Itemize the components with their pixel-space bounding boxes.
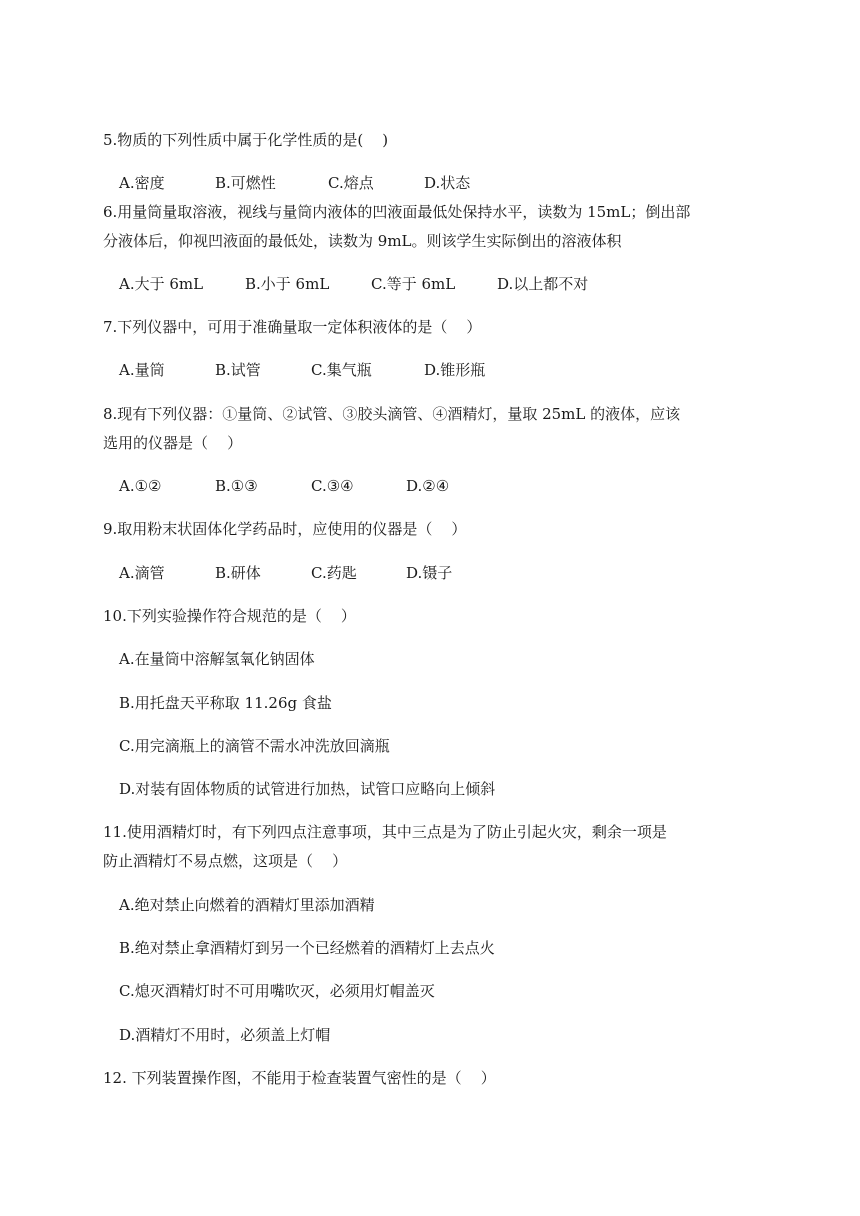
question-8-option-c: C.③④ bbox=[311, 477, 354, 495]
question-8-option-d: D.②④ bbox=[406, 477, 450, 495]
question-6-option-d: D.以上都不对 bbox=[497, 275, 589, 293]
question-9-options bbox=[0, 563, 860, 583]
question-7-options bbox=[0, 360, 860, 380]
question-8-option-a: A.①② bbox=[119, 477, 162, 495]
question-5-stem-line-1: 5.物质的下列性质中属于化学性质的是( ) bbox=[103, 131, 389, 149]
question-9-stem-line-1: 9.取用粉末状固体化学药品时，应使用的仪器是（ ） bbox=[103, 520, 467, 538]
question-11-option-b: B.绝对禁止拿酒精灯到另一个已经燃着的酒精灯上去点火 bbox=[119, 939, 495, 957]
question-11-stem-line-2: 防止酒精灯不易点燃，这项是（ ） bbox=[103, 852, 348, 870]
question-8-stem-line-1: 8.现有下列仪器：①量筒、②试管、③胶头滴管、④酒精灯，量取 25mL 的液体，应该 bbox=[103, 405, 681, 423]
question-5-option-c: C.熔点 bbox=[328, 174, 374, 192]
question-8-option-b: B.①③ bbox=[215, 477, 258, 495]
question-5-option-d: D.状态 bbox=[424, 174, 471, 192]
question-5-options bbox=[0, 173, 860, 193]
question-7-option-b: B.试管 bbox=[215, 361, 261, 379]
question-10-option-b: B.用托盘天平称取 11.26g 食盐 bbox=[119, 694, 332, 712]
question-11-option-a: A.绝对禁止向燃着的酒精灯里添加酒精 bbox=[119, 896, 375, 914]
question-10-stem-line-1: 10.下列实验操作符合规范的是（ ） bbox=[103, 607, 356, 625]
question-6-stem-line-2: 分液体后，仰视凹液面的最低处，读数为 9mL。则该学生实际倒出的溶液体积 bbox=[103, 232, 622, 250]
question-7-stem-line-1: 7.下列仪器中，可用于准确量取一定体积液体的是（ ） bbox=[103, 318, 482, 336]
question-9-option-b: B.研体 bbox=[215, 564, 261, 582]
question-12-stem-line-1: 12. 下列装置操作图，不能用于检查装置气密性的是（ ） bbox=[103, 1069, 496, 1087]
question-6-options bbox=[0, 274, 860, 294]
question-10-option-d: D.对装有固体物质的试管进行加热，试管口应略向上倾斜 bbox=[119, 780, 496, 798]
question-5-option-b: B.可燃性 bbox=[215, 174, 276, 192]
question-7-option-c: C.集气瓶 bbox=[311, 361, 372, 379]
question-10-option-a: A.在量筒中溶解氢氧化钠固体 bbox=[119, 650, 315, 668]
question-9-option-c: C.药匙 bbox=[311, 564, 357, 582]
question-10-option-c: C.用完滴瓶上的滴管不需水冲洗放回滴瓶 bbox=[119, 737, 390, 755]
question-5-option-a: A.密度 bbox=[119, 174, 165, 192]
question-11-stem-line-1: 11.使用酒精灯时，有下列四点注意事项，其中三点是为了防止引起火灾，剩余一项是 bbox=[103, 823, 667, 841]
question-6-option-a: A.大于 6mL bbox=[119, 275, 204, 293]
question-8-stem-line-2: 选用的仪器是（ ） bbox=[103, 434, 243, 452]
question-9-option-d: D.镊子 bbox=[406, 564, 453, 582]
question-11-option-d: D.酒精灯不用时，必须盖上灯帽 bbox=[119, 1026, 331, 1044]
question-6-option-c: C.等于 6mL bbox=[371, 275, 456, 293]
question-7-option-a: A.量筒 bbox=[119, 361, 165, 379]
question-7-option-d: D.锥形瓶 bbox=[424, 361, 486, 379]
question-9-option-a: A.滴管 bbox=[119, 564, 165, 582]
question-6-stem-line-1: 6.用量筒量取溶液，视线与量筒内液体的凹液面最低处保持水平，读数为 15mL；倒出部 bbox=[103, 203, 691, 221]
question-8-options bbox=[0, 476, 860, 496]
question-11-option-c: C.熄灭酒精灯时不可用嘴吹灭，必须用灯帽盖灭 bbox=[119, 982, 435, 1000]
question-6-option-b: B.小于 6mL bbox=[245, 275, 330, 293]
